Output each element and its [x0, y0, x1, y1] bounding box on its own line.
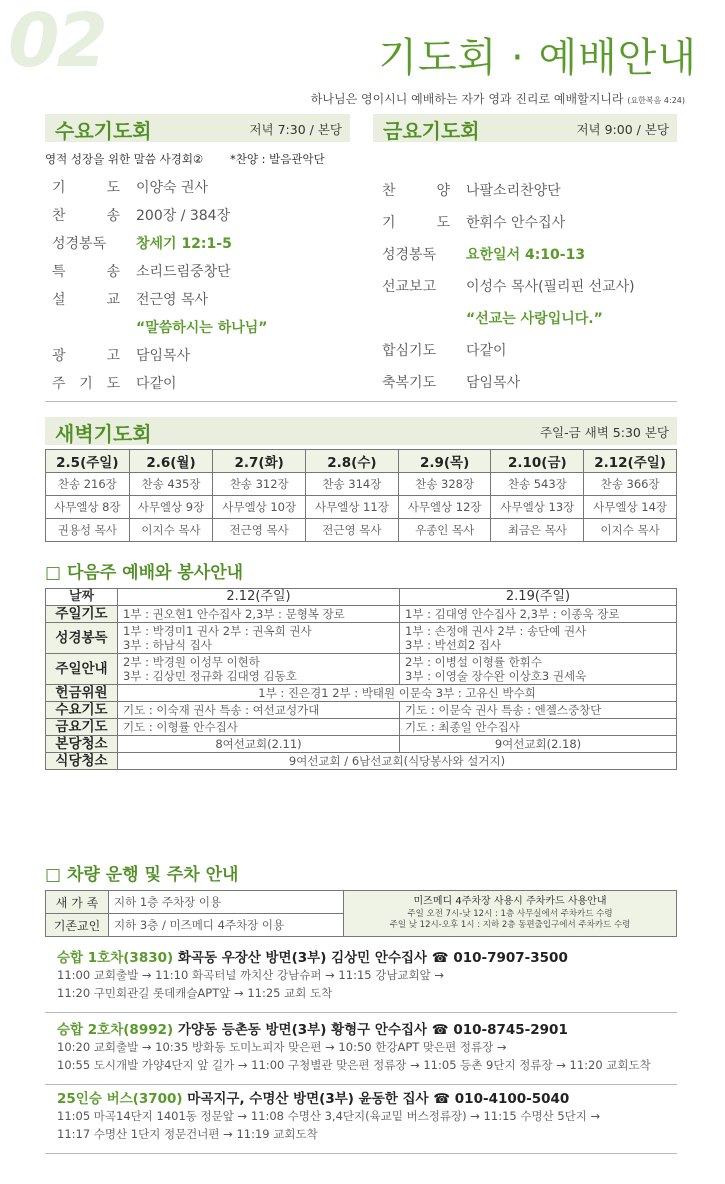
duty-line: 3부 : 박선희2 집사	[405, 638, 502, 652]
verse-reference: (요한복음 4:24)	[627, 96, 685, 105]
dawn-leader: 이지수 목사	[129, 519, 213, 542]
duty-line: 9여선교회(2.18)	[494, 737, 582, 751]
friday-value: 요한일서 4:10-13	[466, 247, 586, 263]
route-area: 화곡동 우장산 방면(3부)	[177, 950, 327, 966]
next-week-row	[46, 685, 677, 702]
next-week-header-row	[46, 589, 677, 606]
parking-notice-line: 주일 낮 12시-오후 1시 : 지하 2층 동편출입구에서 주차카드 수령	[389, 920, 631, 930]
wednesday-label	[52, 205, 120, 225]
date-column-header: 날짜	[46, 589, 118, 606]
wednesday-label	[52, 373, 120, 393]
duty-b	[400, 654, 677, 685]
route-header	[57, 1018, 677, 1038]
parking-notice-title: 미즈메디 4주차장 사용시 주차카드 사용안내	[413, 896, 607, 907]
dawn-leader: 최금은 목사	[491, 519, 584, 542]
route-header	[57, 1087, 677, 1107]
dawn-leader: 권용성 목사	[46, 519, 130, 542]
route-phone: ☎ 010-8745-2901	[431, 1022, 568, 1038]
wednesday-value: 이양숙 권사	[136, 180, 209, 196]
dawn-row-hymn	[46, 473, 677, 496]
route-line: 11:20 구민회관길 롯데캐슬APT앞 → 11:25 교회 도착	[57, 986, 333, 1000]
next-week-row	[46, 736, 677, 753]
label-char: 도	[436, 215, 450, 231]
label-char: 기	[79, 376, 93, 392]
wednesday-label	[52, 261, 120, 281]
friday-label: 축복기도	[382, 375, 437, 391]
next-week-row	[46, 623, 677, 654]
duty-label: 본당청소	[46, 736, 118, 753]
label-char: 도	[106, 376, 120, 392]
wednesday-hymn-note: *찬양 : 발음관악단	[230, 152, 325, 166]
friday-value: 나팔소리찬양단	[466, 183, 561, 199]
duty-line: 1부 : 손정애 권사 2부 : 송단예 권사	[405, 624, 587, 638]
wednesday-value: 창세기 12:1-5	[136, 236, 232, 252]
dawn-hymn: 찬송 543장	[491, 473, 584, 496]
duty-a	[118, 623, 400, 654]
page-number: 02	[8, 0, 105, 84]
next-week-heading: □ 다음주 예배와 봉사안내	[45, 563, 244, 583]
route-driver: 황형구 안수집사	[331, 1022, 428, 1038]
route-line: 10:55 도시개발 가양4단지 앞 길가 → 11:00 구청별관 맞은편 정류장 → 11:05 등촌 9단지 정류장 → 11:20 교회도착	[57, 1058, 651, 1072]
dawn-leader: 전근영 목사	[306, 519, 399, 542]
dawn-reading: 사무엘상 10장	[213, 496, 306, 519]
wednesday-value: 200장 / 384장	[136, 208, 231, 224]
label-char: 양	[436, 183, 450, 199]
dawn-date: 2.10(금)	[491, 450, 584, 473]
duty-line: 3부 : 하남식 집사	[123, 638, 212, 652]
bus-route	[45, 946, 677, 1002]
wednesday-value: 다같이	[136, 376, 177, 392]
friday-label: 선교보고	[382, 279, 437, 295]
dawn-row-leader	[46, 519, 677, 542]
friday-value: 다같이	[466, 343, 507, 359]
wednesday-heading: 수요기도회	[55, 119, 152, 143]
label-char: 기	[52, 180, 66, 196]
parking-value: 지하 1층 주차장 이용	[109, 891, 344, 914]
wednesday-label: 성경봉독	[52, 236, 107, 252]
duty-b	[400, 736, 677, 753]
dawn-reading: 사무엘상 13장	[491, 496, 584, 519]
friday-header	[373, 114, 677, 142]
dawn-reading: 사무엘상 9장	[129, 496, 213, 519]
route-driver: 윤동한 집사	[358, 1091, 429, 1107]
dawn-leader: 전근영 목사	[213, 519, 306, 542]
dawn-date: 2.5(주일)	[46, 450, 130, 473]
label-char: 특	[52, 264, 66, 280]
duty-label: 수요기도	[46, 702, 118, 719]
friday-value: 한휘수 안수집사	[466, 215, 566, 231]
parking-notice-line: 주일 오전 7시-낮 12시 : 1층 사무실에서 주차카드 수령	[407, 909, 613, 919]
dawn-hymn: 찬송 435장	[129, 473, 213, 496]
wednesday-value: “말씀하시는 하나님”	[136, 320, 268, 336]
page-title: 기도회 · 예배안내	[378, 35, 697, 81]
friday-label: 성경봉독	[382, 247, 437, 263]
route-separator	[45, 1153, 677, 1154]
route-separator	[45, 1012, 677, 1013]
label-char: 주	[52, 376, 66, 392]
dawn-hymn: 찬송 328장	[398, 473, 491, 496]
duty-merged: 9여선교회 / 6남선교회(식당봉사와 설거지)	[118, 753, 677, 770]
bus-name: 승합 2호차(8992)	[57, 1022, 174, 1038]
label-char: 송	[106, 208, 120, 224]
dawn-schedule-table	[45, 449, 677, 542]
dawn-reading: 사무엘상 12장	[398, 496, 491, 519]
bus-route	[45, 1087, 677, 1143]
route-phone: ☎ 010-7907-3500	[431, 950, 568, 966]
duty-line: 1부 : 권오현1 안수집사 2,3부 : 문형복 장로	[123, 607, 345, 621]
dawn-date: 2.6(월)	[129, 450, 213, 473]
parking-notice	[344, 891, 677, 937]
parking-table	[45, 890, 677, 937]
duty-b	[400, 719, 677, 736]
dawn-date: 2.7(화)	[213, 450, 306, 473]
verse-text: 하나님은 영이시니 예배하는 자가 영과 진리로 예배할지니라	[310, 92, 624, 106]
duty-line: 8여선교회(2.11)	[215, 737, 302, 751]
duty-line: 기도 : 이문숙 권사 특송 : 엔젤스중창단	[405, 703, 602, 717]
label-char: 고	[106, 348, 120, 364]
wednesday-subtitle: 영적 성장을 위한 말씀 사경회②	[45, 152, 204, 166]
dawn-header	[45, 417, 677, 445]
friday-value: 담임목사	[466, 375, 521, 391]
date-1: 2.12(주일)	[118, 589, 400, 606]
route-line: 11:00 교회출발 → 11:10 화곡터널 까치산 강남슈퍼 → 11:15 강남교회앞 →	[57, 968, 445, 982]
route-separator	[45, 1084, 677, 1085]
duty-label: 금요기도	[46, 719, 118, 736]
friday-value: “선교는 사랑입니다.”	[466, 311, 603, 327]
friday-heading: 금요기도회	[383, 119, 480, 143]
parking-value: 지하 3층 / 미즈메디 4주차장 이용	[109, 914, 344, 937]
dawn-hymn: 찬송 314장	[306, 473, 399, 496]
duty-line: 3부 : 이영술 장수완 이상호3 권세욱	[405, 669, 587, 683]
next-week-row	[46, 702, 677, 719]
friday-label: 합심기도	[382, 343, 437, 359]
friday-time: 저녁 9:00 / 본당	[576, 122, 669, 137]
dawn-hymn: 찬송 312장	[213, 473, 306, 496]
dawn-reading: 사무엘상 8장	[46, 496, 130, 519]
next-week-row	[46, 606, 677, 623]
route-driver: 김상민 안수집사	[331, 950, 428, 966]
route-line: 10:20 교회출발 → 10:35 방화동 도미노피자 맞은편 → 10:50 한강APT 맞은편 정류장 →	[57, 1040, 507, 1054]
duty-a	[118, 736, 400, 753]
wednesday-value: 전근영 목사	[136, 292, 209, 308]
duty-label: 성경봉독	[46, 623, 118, 654]
dawn-date: 2.9(목)	[398, 450, 491, 473]
duty-b	[400, 702, 677, 719]
wednesday-label	[52, 289, 120, 309]
friday-label	[382, 212, 450, 232]
duty-label: 주일기도	[46, 606, 118, 623]
dawn-reading: 사무엘상 11장	[306, 496, 399, 519]
dawn-date: 2.12(주일)	[584, 450, 677, 473]
route-line: 11:17 수명산 1단지 정문건너편 → 11:19 교회도착	[57, 1127, 318, 1141]
label-char: 광	[52, 348, 66, 364]
duty-line: 2부 : 이병설 이형률 한휘수	[405, 655, 542, 669]
parking-row	[46, 891, 677, 914]
label-char: 설	[52, 292, 66, 308]
wednesday-label	[52, 177, 120, 197]
dawn-reading: 사무엘상 14장	[584, 496, 677, 519]
route-area: 마곡지구, 수명산 방면(3부)	[187, 1091, 354, 1107]
duty-label: 식당청소	[46, 753, 118, 770]
route-line: 11:05 마곡14단지 1401동 정문앞 → 11:08 수명산 3,4단지(육교밑 버스정류장) → 11:15 수명산 5단지 →	[57, 1109, 601, 1123]
parking-label: 기존교인	[46, 914, 109, 937]
dawn-hymn: 찬송 366장	[584, 473, 677, 496]
duty-line: 기도 : 이숙재 권사 특송 : 여선교성가대	[123, 703, 320, 717]
wednesday-label	[52, 345, 120, 365]
wednesday-value: 소리드림중창단	[136, 264, 231, 280]
duty-line: 3부 : 김상민 정규화 김대영 김동호	[123, 669, 297, 683]
duty-label: 헌금위원	[46, 685, 118, 702]
duty-line: 2부 : 박경원 이성무 이현하	[123, 655, 260, 669]
next-week-table	[45, 588, 677, 770]
next-week-row	[46, 753, 677, 770]
dawn-hymn: 찬송 216장	[46, 473, 130, 496]
label-char: 교	[106, 292, 120, 308]
vehicle-heading: □ 차량 운행 및 주차 안내	[45, 865, 239, 885]
bus-route	[45, 1018, 677, 1074]
friday-label	[382, 180, 450, 200]
dawn-leader: 우종인 목사	[398, 519, 491, 542]
duty-line: 기도 : 최종일 안수집사	[405, 720, 520, 734]
route-header	[57, 946, 677, 966]
label-char: 송	[106, 264, 120, 280]
wednesday-value: 담임목사	[136, 348, 191, 364]
duty-a	[118, 702, 400, 719]
date-2: 2.19(주일)	[400, 589, 677, 606]
dawn-time: 주일-금 새벽 5:30 본당	[539, 425, 669, 440]
next-week-row	[46, 719, 677, 736]
duty-b	[400, 623, 677, 654]
bus-name: 승합 1호차(3830)	[57, 950, 174, 966]
wednesday-time: 저녁 7:30 / 본당	[249, 122, 342, 137]
duty-b	[400, 606, 677, 623]
label-char: 찬	[382, 183, 396, 199]
label-char: 도	[106, 180, 120, 196]
dawn-row-reading	[46, 496, 677, 519]
dawn-date: 2.8(수)	[306, 450, 399, 473]
route-phone: ☎ 010-4100-5040	[433, 1091, 570, 1107]
duty-merged: 1부 : 진은경1 2부 : 박태원 이문숙 3부 : 고유신 박수희	[118, 685, 677, 702]
duty-label: 주일안내	[46, 654, 118, 685]
dawn-leader: 이지수 목사	[584, 519, 677, 542]
bus-name: 25인승 버스(3700)	[57, 1091, 183, 1107]
duty-line: 기도 : 이형률 안수집사	[123, 720, 238, 734]
duty-a	[118, 654, 400, 685]
wednesday-header	[45, 114, 350, 142]
duty-line: 1부 : 박경미1 권사 2부 : 권옥희 권사	[123, 624, 312, 638]
duty-a	[118, 719, 400, 736]
bible-verse	[311, 90, 685, 107]
duty-a	[118, 606, 400, 623]
parking-label: 새 가 족	[46, 891, 109, 914]
next-week-row	[46, 654, 677, 685]
label-char: 찬	[52, 208, 66, 224]
route-area: 가양동 등촌동 방면(3부)	[177, 1022, 327, 1038]
friday-value: 이성수 목사(필리핀 선교사)	[466, 279, 635, 295]
dawn-row-date	[46, 450, 677, 473]
duty-line: 1부 : 김대영 안수집사 2,3부 : 이종욱 장로	[405, 607, 620, 621]
label-char: 기	[382, 215, 396, 231]
dawn-heading: 새벽기도회	[55, 422, 152, 446]
